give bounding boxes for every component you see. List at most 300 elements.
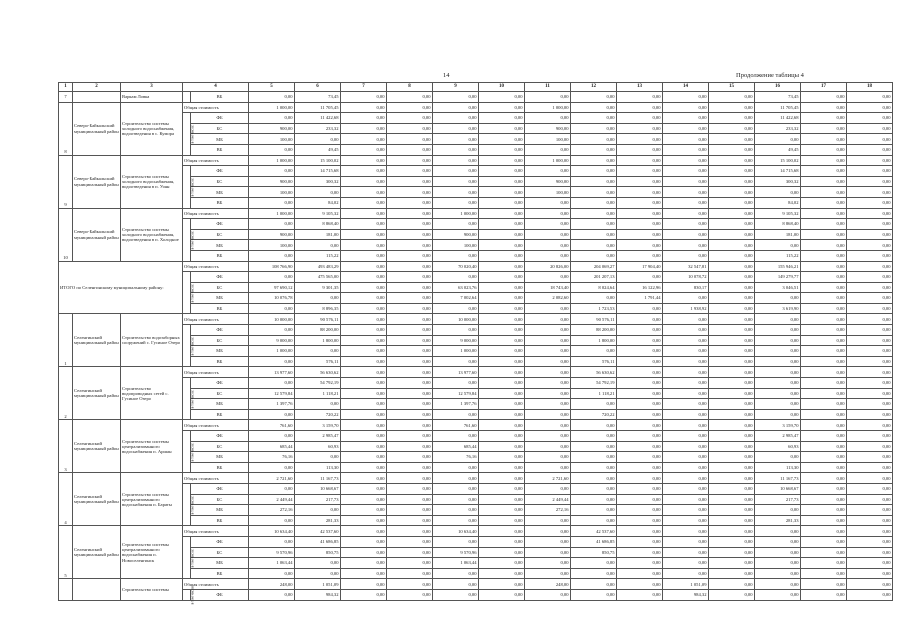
value-cell: 9 105,32 (755, 208, 801, 219)
value-cell: 100,00 (249, 240, 295, 251)
value-cell: 0,00 (479, 399, 525, 410)
value-cell: 0,00 (479, 409, 525, 420)
value-cell: 0,00 (295, 134, 341, 145)
value-cell: 0,00 (663, 229, 709, 240)
value-cell: 0,00 (341, 462, 387, 473)
value-cell: 0,00 (663, 219, 709, 230)
column-header: 11 (525, 83, 571, 92)
total-cost-label: Общая стоимость (183, 155, 249, 166)
column-header: 18 (847, 83, 893, 92)
value-cell: 0,00 (571, 123, 617, 134)
value-cell: 0,00 (755, 579, 801, 590)
value-cell: 0,00 (341, 356, 387, 367)
value-cell: 0,00 (663, 558, 709, 569)
value-cell: 0,00 (571, 589, 617, 600)
value-cell: 0,00 (709, 250, 755, 261)
value-cell: 0,00 (847, 494, 893, 505)
value-cell: 0,00 (617, 526, 663, 537)
value-cell: 0,00 (433, 123, 479, 134)
source-label: ФБ (191, 431, 249, 442)
header-row (59, 83, 893, 92)
table-row (59, 431, 893, 442)
value-cell: 0,00 (801, 346, 847, 357)
value-cell: 0,00 (617, 219, 663, 230)
value-cell: 0,00 (341, 229, 387, 240)
value-cell: 0,00 (479, 293, 525, 304)
value-cell: 113,30 (295, 462, 341, 473)
value-cell: 0,00 (801, 462, 847, 473)
value-cell: 0,00 (801, 134, 847, 145)
value-cell: 0,00 (755, 547, 801, 558)
value-cell: 0,00 (525, 113, 571, 124)
value-cell: 0,00 (571, 346, 617, 357)
value-cell: 0,00 (479, 102, 525, 113)
table-row (59, 483, 893, 494)
value-cell: 0,00 (847, 219, 893, 230)
source-label: ВБ (191, 462, 249, 473)
value-cell: 0,00 (847, 441, 893, 452)
including-label (183, 325, 195, 367)
value-cell: 0,00 (249, 325, 295, 336)
source-label: ВБ (191, 250, 249, 261)
value-cell: 0,00 (341, 282, 387, 293)
value-cell: 0,00 (433, 303, 479, 314)
value-cell: 0,00 (801, 113, 847, 124)
object-cell: Варкам Ловка (121, 92, 183, 103)
value-cell: 900,00 (525, 176, 571, 187)
value-cell: 0,00 (709, 102, 755, 113)
value-cell: 15 100,02 (755, 155, 801, 166)
column-header: 12 (571, 83, 617, 92)
value-cell: 0,00 (847, 92, 893, 103)
value-cell: 761,60 (433, 420, 479, 431)
value-cell: 60,93 (755, 441, 801, 452)
value-cell: 0,00 (847, 589, 893, 600)
value-cell: 0,00 (801, 187, 847, 198)
value-cell: 0,00 (525, 325, 571, 336)
value-cell: 0,00 (847, 314, 893, 325)
value-cell: 0,00 (479, 431, 525, 442)
value-cell: 0,00 (249, 113, 295, 124)
value-cell: 0,00 (479, 272, 525, 283)
value-cell: 0,00 (755, 536, 801, 547)
value-cell: 0,00 (755, 399, 801, 410)
value-cell: 0,00 (341, 272, 387, 283)
value-cell: 0,00 (387, 441, 433, 452)
value-cell: 1 397,76 (433, 399, 479, 410)
value-cell: 0,00 (801, 515, 847, 526)
value-cell: 0,00 (433, 473, 479, 484)
value-cell: 0,00 (479, 346, 525, 357)
value-cell: 0,00 (433, 356, 479, 367)
value-cell: 63 023,76 (433, 282, 479, 293)
value-cell: 0,00 (663, 494, 709, 505)
value-cell: 0,00 (709, 272, 755, 283)
value-cell: 0,00 (847, 272, 893, 283)
value-cell: 0,00 (479, 144, 525, 155)
value-cell: 1 800,00 (295, 335, 341, 346)
value-cell: 0,00 (341, 515, 387, 526)
column-header: 10 (479, 83, 525, 92)
value-cell: 0,00 (709, 579, 755, 590)
value-cell: 0,00 (617, 335, 663, 346)
value-cell: 0,00 (295, 399, 341, 410)
value-cell: 0,00 (387, 102, 433, 113)
value-cell: 0,00 (433, 505, 479, 516)
value-cell: 97 690,12 (249, 282, 295, 293)
value-cell: 0,00 (341, 431, 387, 442)
value-cell: 0,00 (479, 219, 525, 230)
value-cell: 0,00 (709, 356, 755, 367)
value-cell: 0,00 (617, 176, 663, 187)
value-cell: 16 122,96 (617, 282, 663, 293)
value-cell: 0,00 (663, 293, 709, 304)
value-cell: 11 705,45 (295, 102, 341, 113)
value-cell: 0,00 (479, 314, 525, 325)
value-cell: 0,00 (433, 187, 479, 198)
value-cell: 0,00 (663, 462, 709, 473)
value-cell: 0,00 (663, 420, 709, 431)
including-text: в том числе: (190, 495, 195, 515)
value-cell: 300,32 (295, 176, 341, 187)
value-cell: 13 977,60 (249, 367, 295, 378)
value-cell: 0,00 (479, 335, 525, 346)
value-cell: 0,00 (571, 579, 617, 590)
value-cell: 0,00 (663, 102, 709, 113)
value-cell: 0,00 (387, 261, 433, 272)
value-cell: 0,00 (847, 473, 893, 484)
value-cell: 1 938,92 (663, 303, 709, 314)
value-cell: 0,00 (801, 219, 847, 230)
value-cell: 0,00 (479, 134, 525, 145)
value-cell: 900,00 (249, 229, 295, 240)
value-cell: 0,00 (433, 155, 479, 166)
value-cell: 0,00 (709, 92, 755, 103)
value-cell: 0,00 (387, 409, 433, 420)
value-cell: 0,00 (387, 303, 433, 314)
value-cell: 0,00 (341, 335, 387, 346)
value-cell: 0,00 (479, 494, 525, 505)
value-cell: 0,00 (571, 505, 617, 516)
source-label: БС (191, 176, 249, 187)
value-cell: 0,00 (663, 92, 709, 103)
value-cell: 8 868,40 (755, 219, 801, 230)
value-cell: 84,02 (755, 197, 801, 208)
value-cell: 0,00 (571, 166, 617, 177)
value-cell: 0,00 (249, 409, 295, 420)
value-cell: 10 000,00 (249, 314, 295, 325)
continuation-label: Продолжение таблицы 4 (736, 72, 804, 79)
table-row (59, 113, 893, 124)
value-cell: 0,00 (433, 579, 479, 590)
value-cell: 0,00 (341, 494, 387, 505)
source-label: МБ (191, 399, 249, 410)
value-cell: 0,00 (387, 536, 433, 547)
value-cell: 1 000,00 (249, 346, 295, 357)
value-cell: 0,00 (525, 420, 571, 431)
value-cell: 0,00 (801, 399, 847, 410)
district-total-label: ИТОГО по Селенгинскому муниципальному району: (59, 261, 183, 314)
value-cell: 0,00 (433, 144, 479, 155)
value-cell: 0,00 (387, 325, 433, 336)
column-header: 2 (73, 83, 121, 92)
value-cell: 0,00 (801, 473, 847, 484)
source-label: МБ (191, 240, 249, 251)
value-cell: 0,00 (249, 197, 295, 208)
value-cell: 0,00 (847, 197, 893, 208)
value-cell: 0,00 (249, 462, 295, 473)
value-cell: 0,00 (709, 187, 755, 198)
value-cell: 0,00 (387, 166, 433, 177)
value-cell: 0,00 (617, 197, 663, 208)
value-cell: 0,00 (433, 378, 479, 389)
value-cell: 0,00 (709, 303, 755, 314)
value-cell: 0,00 (709, 420, 755, 431)
source-label: МБ (191, 187, 249, 198)
value-cell: 0,00 (571, 229, 617, 240)
value-cell: 0,00 (525, 589, 571, 600)
value-cell: 0,00 (341, 303, 387, 314)
value-cell: 0,00 (525, 431, 571, 442)
value-cell: 0,00 (479, 452, 525, 463)
value-cell: 900,00 (525, 123, 571, 134)
value-cell: 0,00 (755, 568, 801, 579)
value-cell: 0,00 (847, 250, 893, 261)
value-cell: 0,00 (571, 176, 617, 187)
source-label: ВБ (191, 356, 249, 367)
value-cell: 0,00 (387, 282, 433, 293)
value-cell: 0,00 (617, 113, 663, 124)
value-cell: 9 105,32 (295, 208, 341, 219)
value-cell: 0,00 (525, 229, 571, 240)
value-cell: 1 063,44 (433, 558, 479, 569)
row-number: 4 (59, 473, 73, 526)
value-cell: 0,00 (617, 367, 663, 378)
value-cell: 0,00 (617, 134, 663, 145)
value-cell: 8 868,40 (295, 219, 341, 230)
value-cell: 0,00 (571, 208, 617, 219)
value-cell: 0,00 (617, 536, 663, 547)
value-cell: 0,00 (387, 558, 433, 569)
value-cell: 0,00 (295, 568, 341, 579)
value-cell: 0,00 (847, 113, 893, 124)
table-row (59, 378, 893, 389)
value-cell: 0,00 (847, 378, 893, 389)
value-cell: 0,00 (249, 589, 295, 600)
value-cell: 0,00 (617, 325, 663, 336)
value-cell: 0,00 (479, 229, 525, 240)
value-cell: 0,00 (709, 505, 755, 516)
column-header: 7 (341, 83, 387, 92)
source-label: БС (191, 335, 249, 346)
value-cell: 0,00 (663, 409, 709, 420)
value-cell: 0,00 (617, 144, 663, 155)
value-cell: 0,00 (617, 473, 663, 484)
value-cell: 0,00 (571, 462, 617, 473)
value-cell: 1 723,53 (571, 303, 617, 314)
district-cell: Северо-Байкальский муниципальный район (73, 102, 121, 155)
value-cell: 100,00 (525, 187, 571, 198)
table-row (59, 536, 893, 547)
value-cell: 0,00 (847, 388, 893, 399)
value-cell: 0,00 (663, 166, 709, 177)
value-cell: 0,00 (249, 378, 295, 389)
value-cell: 115,22 (755, 250, 801, 261)
value-cell: 0,00 (617, 346, 663, 357)
value-cell: 0,00 (525, 335, 571, 346)
value-cell: 0,00 (341, 113, 387, 124)
value-cell: 475 565,00 (295, 272, 341, 283)
row-number: 7 (59, 92, 73, 103)
table-row (59, 261, 893, 272)
value-cell: 0,00 (801, 441, 847, 452)
value-cell: 0,00 (847, 166, 893, 177)
value-cell: 0,00 (801, 229, 847, 240)
value-cell: 0,00 (571, 515, 617, 526)
value-cell: 0,00 (617, 568, 663, 579)
value-cell: 0,00 (847, 155, 893, 166)
value-cell: 0,00 (433, 568, 479, 579)
value-cell: 0,00 (479, 367, 525, 378)
source-label: ФБ (191, 589, 249, 600)
value-cell: 0,00 (709, 261, 755, 272)
value-cell: 0,00 (571, 187, 617, 198)
object-cell: Строительство системы централизованного водоснабжения п. Аршан (121, 420, 183, 473)
table-row (59, 526, 893, 537)
value-cell: 0,00 (755, 378, 801, 389)
value-cell: 0,00 (387, 431, 433, 442)
value-cell: 10 078,72 (663, 272, 709, 283)
value-cell: 7 002,64 (433, 293, 479, 304)
value-cell: 0,00 (709, 462, 755, 473)
value-cell: 0,00 (801, 92, 847, 103)
value-cell: 0,00 (479, 92, 525, 103)
including-text: в том числе: (190, 585, 195, 605)
value-cell: 0,00 (663, 314, 709, 325)
value-cell: 0,00 (709, 293, 755, 304)
value-cell: 0,00 (801, 102, 847, 113)
value-cell: 0,00 (847, 505, 893, 516)
value-cell: 0,00 (617, 431, 663, 442)
value-cell: 0,00 (663, 515, 709, 526)
total-cost-label: Общая стоимость (183, 579, 249, 590)
value-cell: 0,00 (571, 558, 617, 569)
row-number (59, 579, 73, 600)
value-cell: 0,00 (801, 335, 847, 346)
value-cell: 14 715,68 (295, 166, 341, 177)
value-cell: 685,44 (433, 441, 479, 452)
value-cell: 984,32 (663, 589, 709, 600)
value-cell: 1 118,21 (295, 388, 341, 399)
column-header: 15 (709, 83, 755, 92)
value-cell: 0,00 (801, 123, 847, 134)
value-cell: 0,00 (571, 494, 617, 505)
source-label: ВБ (191, 303, 249, 314)
source-label: МБ (191, 346, 249, 357)
value-cell: 1 000,00 (249, 155, 295, 166)
value-cell: 685,44 (249, 441, 295, 452)
value-cell: 0,00 (617, 250, 663, 261)
value-cell: 576,11 (571, 356, 617, 367)
value-cell: 761,60 (249, 420, 295, 431)
value-cell: 0,00 (617, 229, 663, 240)
value-cell: 0,00 (801, 568, 847, 579)
value-cell: 0,00 (479, 197, 525, 208)
value-cell: 0,00 (525, 558, 571, 569)
value-cell: 60,93 (295, 441, 341, 452)
value-cell: 0,00 (847, 176, 893, 187)
value-cell: 1 000,00 (249, 102, 295, 113)
value-cell: 0,00 (709, 547, 755, 558)
including-label (183, 166, 195, 208)
value-cell: 0,00 (755, 505, 801, 516)
value-cell: 0,00 (709, 134, 755, 145)
value-cell: 984,32 (295, 589, 341, 600)
value-cell: 32 547,81 (663, 261, 709, 272)
value-cell: 0,00 (709, 589, 755, 600)
including-text: в том числе: (190, 336, 195, 356)
value-cell: 0,00 (387, 113, 433, 124)
value-cell: 0,00 (663, 113, 709, 124)
value-cell: 0,00 (341, 176, 387, 187)
value-cell: 0,00 (847, 229, 893, 240)
value-cell: 0,00 (709, 494, 755, 505)
value-cell: 0,00 (801, 197, 847, 208)
value-cell: 281,33 (295, 515, 341, 526)
value-cell: 18 743,40 (525, 282, 571, 293)
value-cell: 0,00 (663, 335, 709, 346)
value-cell: 0,00 (709, 314, 755, 325)
value-cell: 0,00 (387, 579, 433, 590)
value-cell: 0,00 (295, 558, 341, 569)
value-cell: 217,73 (295, 494, 341, 505)
value-cell: 0,00 (341, 399, 387, 410)
value-cell: 0,00 (341, 92, 387, 103)
district-cell: Селенгинский муниципальный район (73, 526, 121, 579)
value-cell: 73,45 (295, 92, 341, 103)
value-cell: 1 397,76 (249, 399, 295, 410)
value-cell: 0,00 (433, 325, 479, 336)
table-row (59, 92, 893, 103)
column-header: 8 (387, 83, 433, 92)
value-cell: 0,00 (341, 547, 387, 558)
value-cell: 0,00 (525, 314, 571, 325)
value-cell: 1 791,44 (617, 293, 663, 304)
value-cell: 0,00 (479, 388, 525, 399)
value-cell: 0,00 (387, 314, 433, 325)
including-text: в том числе: (190, 283, 195, 303)
district-cell: Селенгинский муниципальный район (73, 473, 121, 526)
value-cell: 10 076,78 (249, 293, 295, 304)
value-cell: 108 766,90 (249, 261, 295, 272)
value-cell: 100,00 (249, 134, 295, 145)
column-header: 4 (183, 83, 249, 92)
value-cell: 0,00 (433, 176, 479, 187)
value-cell: 0,00 (387, 219, 433, 230)
value-cell: 0,00 (479, 240, 525, 251)
value-cell: 0,00 (341, 250, 387, 261)
value-cell: 0,00 (249, 250, 295, 261)
column-header: 5 (249, 83, 295, 92)
value-cell: 0,00 (387, 346, 433, 357)
value-cell: 0,00 (663, 505, 709, 516)
value-cell: 900,00 (249, 176, 295, 187)
value-cell: 0,00 (755, 187, 801, 198)
value-cell: 0,00 (709, 346, 755, 357)
value-cell: 0,00 (525, 441, 571, 452)
source-label: МБ (191, 558, 249, 569)
value-cell: 0,00 (479, 558, 525, 569)
